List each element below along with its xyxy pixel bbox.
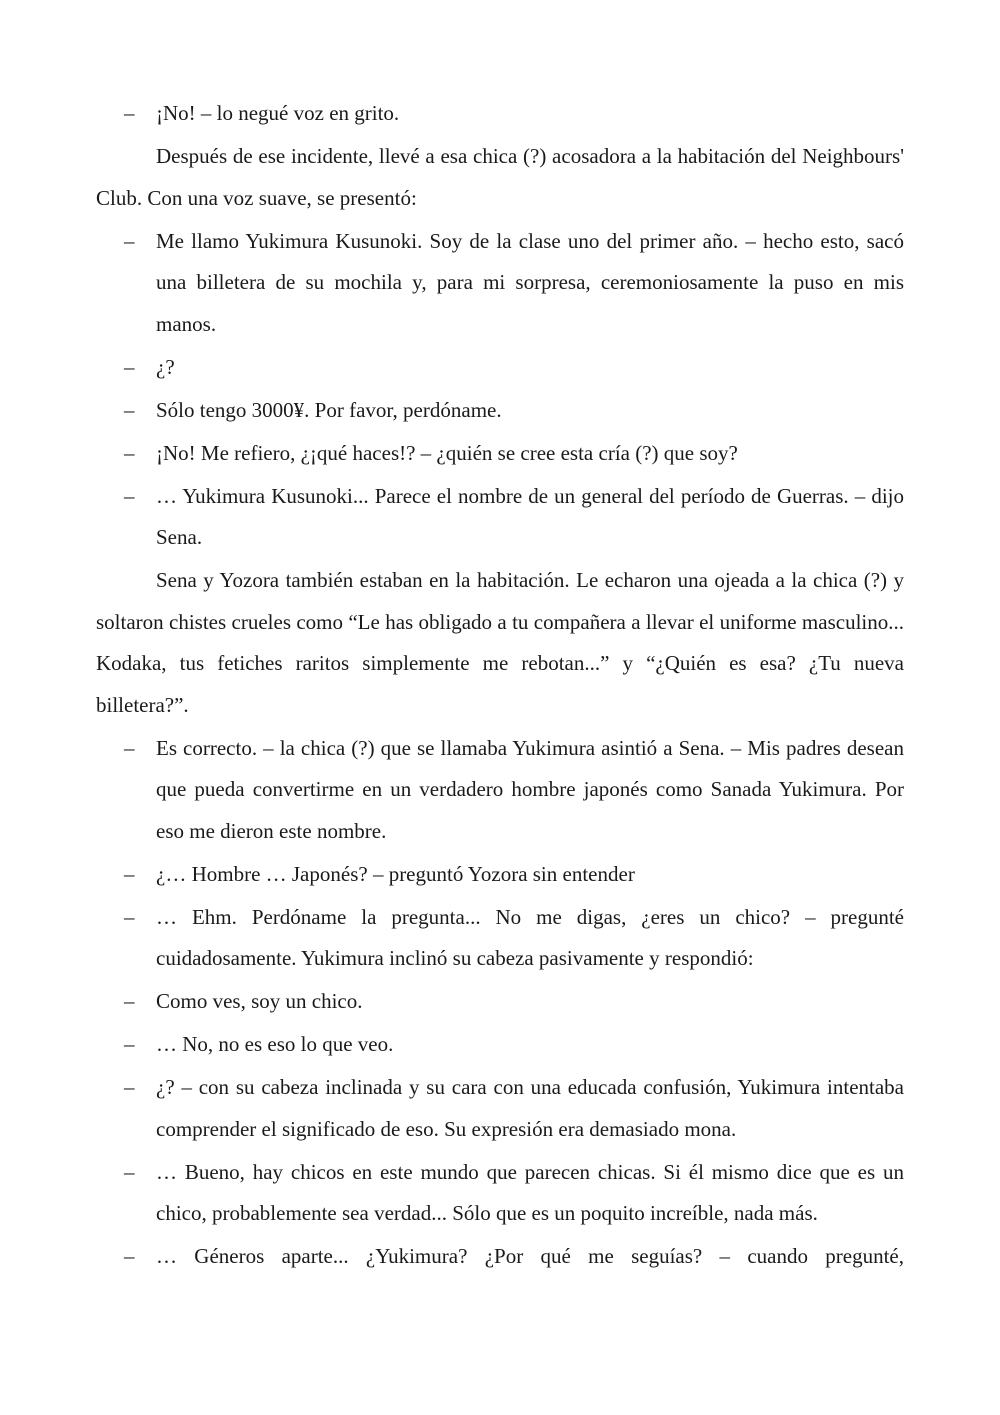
dialogue-dash: –: [124, 354, 135, 379]
dialogue-line: [96, 433, 904, 475]
dialogue-text: Es correcto. – la chica (?) que se llamaba Yukimura asintió a Sena. – Mis padres desean que pueda convertirme en un verdadero hombre japonés como Sanada Yukimura. Por eso me dieron este nombre.: [156, 735, 904, 843]
dialogue-dash: –: [124, 735, 135, 760]
dialogue-line: [96, 1236, 904, 1278]
dialogue-line: [96, 390, 904, 432]
dialogue-dash: –: [124, 228, 135, 253]
dialogue-text: … Géneros aparte... ¿Yukimura? ¿Por qué me seguías? – cuando pregunté,: [156, 1244, 904, 1268]
dialogue-dash: –: [124, 1159, 135, 1184]
dialogue-text: ¿? – con su cabeza inclinada y su cara con una educada confusión, Yukimura intentaba comprender el significado de eso. Su expresión era demasiado mona.: [156, 1075, 904, 1141]
dialogue-line: [96, 728, 904, 853]
narration-paragraph: Después de ese incidente, llevé a esa chica (?) acosadora a la habitación del Neighbours' Club. Con una voz suave, se presentó:: [96, 144, 904, 210]
dialogue-dash: –: [124, 440, 135, 465]
dialogue-text: … Yukimura Kusunoki... Parece el nombre de un general del período de Guerras. – dijo Sena.: [156, 483, 904, 549]
dialogue-line: [96, 221, 904, 346]
dialogue-text: ¿… Hombre … Japonés? – preguntó Yozora sin entender: [156, 861, 635, 886]
dialogue-text: Me llamo Yukimura Kusunoki. Soy de la clase uno del primer año. – hecho esto, sacó una billetera de su mochila y, para mi sorpresa, ceremoniosamente la puso en mis manos.: [156, 228, 904, 336]
dialogue-line: [96, 1024, 904, 1066]
dialogue-dash: –: [124, 101, 135, 125]
narration-paragraph: Sena y Yozora también estaban en la habitación. Le echaron una ojeada a la chica (?) y soltaron chistes crueles como “Le has obligado a tu compañera a llevar el uniforme masculino... Kodaka, tus fetiches raritos simplemente me rebotan...” y “¿Quién es esa? ¿Tu nueva billetera?”.: [96, 568, 904, 717]
dialogue-line: [96, 347, 904, 389]
dialogue-dash: –: [124, 397, 135, 422]
dialogue-line: [96, 1152, 904, 1235]
dialogue-text: ¿?: [156, 354, 175, 379]
dialogue-dash: –: [124, 1075, 135, 1099]
dialogue-line: [96, 981, 904, 1023]
dialogue-dash: –: [124, 861, 135, 886]
dialogue-line: [96, 1067, 904, 1150]
dialogue-dash: –: [124, 904, 135, 929]
dialogue-dash: –: [124, 989, 135, 1013]
dialogue-line: [96, 476, 904, 559]
dialogue-text: Como ves, soy un chico.: [156, 989, 363, 1013]
dialogue-text: ¡No! – lo negué voz en grito.: [156, 101, 400, 125]
dialogue-text: … Ehm. Perdóname la pregunta... No me digas, ¿eres un chico? – pregunté cuidadosamente. Yukimura inclinó su cabeza pasivamente y respondió:: [156, 904, 904, 970]
dialogue-text: … No, no es eso lo que veo.: [156, 1032, 394, 1056]
dialogue-line: [96, 854, 904, 896]
dialogue-text: ¡No! Me refiero, ¿¡qué haces!? – ¿quién se cree esta cría (?) que soy?: [156, 440, 738, 465]
dialogue-dash: –: [124, 1032, 135, 1056]
dialogue-line: [96, 897, 904, 980]
dialogue-line: [96, 93, 904, 135]
dialogue-text: Sólo tengo 3000¥. Por favor, perdóname.: [156, 397, 502, 422]
dialogue-text: … Bueno, hay chicos en este mundo que parecen chicas. Si él mismo dice que es un chico, probablemente sea verdad... Sólo que es un poquito increíble, nada más.: [156, 1159, 904, 1225]
dialogue-dash: –: [124, 1244, 135, 1268]
dialogue-dash: –: [124, 483, 135, 508]
